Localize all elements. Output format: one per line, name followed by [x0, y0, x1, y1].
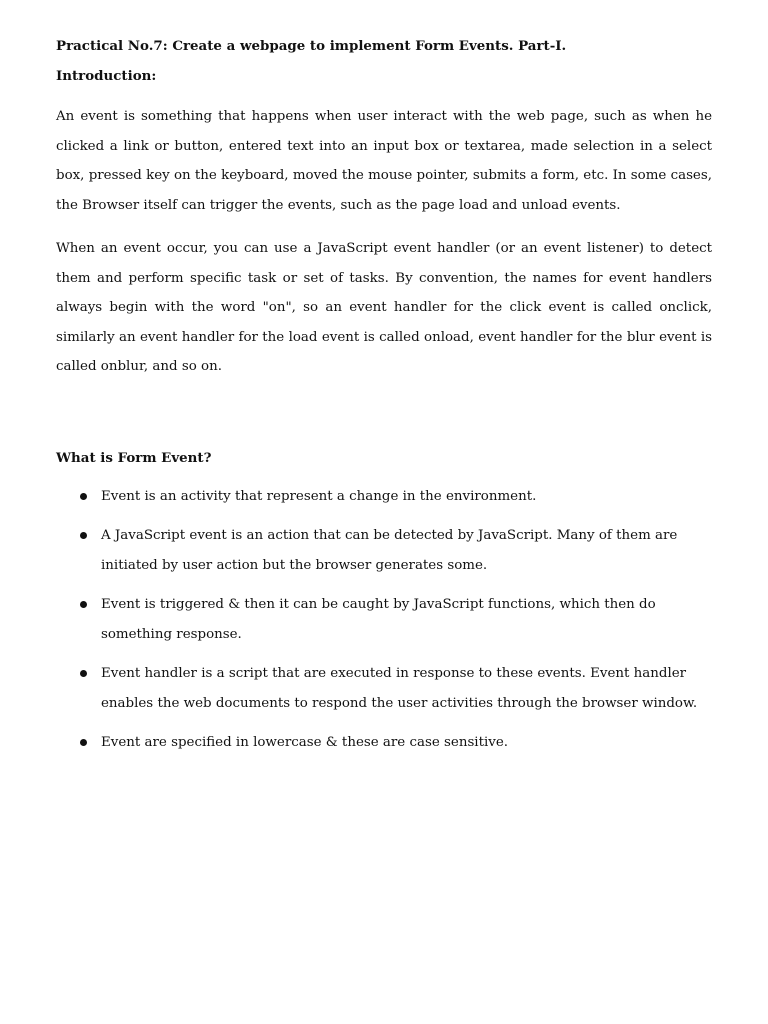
- bullet-icon: [80, 493, 87, 500]
- bullet-icon: [80, 670, 87, 677]
- list-item-text: Event is an activity that represent a change in the environment.: [101, 488, 537, 504]
- list-item-text: Event handler is a script that are executed in response to these events. Event handler enables the web documents to respond the user activities through the browser window.: [101, 666, 698, 711]
- page-title: Practical No.7: Create a webpage to implement Form Events. Part-I.: [56, 38, 567, 54]
- list-item: [56, 521, 712, 580]
- intro-paragraph-2: When an event occur, you can use a JavaScript event handler (or an event listener) to detect them and perform specific task or set of tasks. By convention, the names for event handlers always begin with the word "on", so an event handler for the click event is called onclick, similarly an event handler for the load event is called onload, event handler for the blur event is called onblur, and so on.: [56, 241, 712, 374]
- bullet-icon: [80, 739, 87, 746]
- list-item: [56, 482, 712, 512]
- list-item: [56, 590, 712, 649]
- list-item-text: Event are specified in lowercase & these are case sensitive.: [101, 735, 509, 750]
- form-event-heading: What is Form Event?: [56, 449, 212, 466]
- form-event-list: [56, 482, 712, 758]
- list-item: [56, 659, 712, 718]
- bullet-icon: [80, 601, 87, 608]
- intro-paragraph-1: An event is something that happens when user interact with the web page, such as when he clicked a link or button, entered text into an input box or textarea, made selection in a select box, pressed key on the keyboard, moved the mouse pointer, submits a form, etc. In some cases, the Browser itself can trigger the events, such as the page load and unload events.: [56, 109, 712, 213]
- list-item: [56, 728, 712, 758]
- bullet-icon: [80, 532, 87, 539]
- list-item-text: A JavaScript event is an action that can be detected by JavaScript. Many of them are initiated by user action but the browser generates some.: [101, 528, 678, 573]
- document-page: [56, 34, 712, 768]
- introduction-heading: Introduction:: [56, 68, 157, 84]
- list-item-text: Event is triggered & then it can be caught by JavaScript functions, which then do something response.: [101, 597, 656, 642]
